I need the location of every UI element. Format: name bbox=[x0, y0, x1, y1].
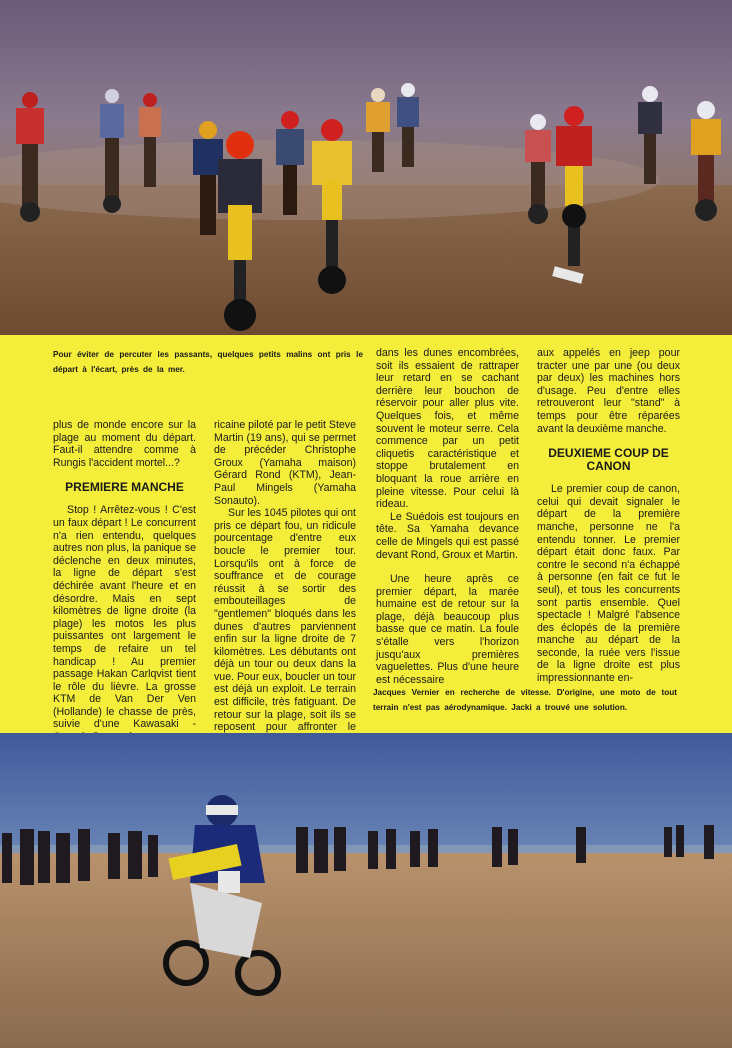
column-4-top: aux appelés en jeep pour tracter une par une (ou deux par deux) les machines hors d'usage. Peu d'entre elles retrouveront leur "stand" à temps pour être réparées avant la deuxième manche. bbox=[537, 347, 680, 435]
column-2-body: Sur les 1045 pilotes qui ont pris ce départ fou, un ridicule pourcentage d'entre eux boucle le premier tour. Lorsqu'ils ont à force de souffrance et de courage réussit à se sortir des embouteillages de "gentlemen" bloqués dans les dunes d'autres parviennent enfin sur la ligne droite de 7 kilomètres. Les débutants ont déjà un tour ou deux dans la vue. Pour eux, boucler un tour est déjà un exploit. Le terrain est difficile, très fatiguant. De retour sur la plage, soit ils se reposent pour affronter le bbox=[214, 507, 356, 734]
column-1-body: Stop ! Arrêtez-vous ! C'est un faux départ ! Le concurrent n'a rien entendu, quelques autres non plus, la panique se déclenche en deux minutes, la ligne de départ s'est déchirée avant l'heure et en désordre. Mais en sept kilomètres de ligne droite (la plage) les motos les plus puissantes ont largement le temps de refaire un tel handicap ! Au premier passage Hakan Carlqvist tient le rôle du lièvre. La grosse KTM de Van Der Ven (Hollande) le chasse de près, suivie d'une Kawasaki - bbox=[53, 504, 196, 731]
column-4-body: Le premier coup de canon, celui qui devait signaler le départ de la première manche, personne ne l'a entendu tonner. Le premier départ était donc faux. Par contre le second n'a échappé à personne (en fait ce fut le seul), et tous les concurrents sont partis ensemble. Quel spectacle ! Malgré l'absence des éclopés de la première manche au départ de la seconde, la ruée vers l'issue de la ligne droite est plus impressionnante en- bbox=[537, 483, 680, 685]
beach-rider-illustration bbox=[0, 733, 732, 1048]
column-1-intro: plus de monde encore sur la plage au moment du départ. Faut-il attendre comme à Rungis l'accident mortel...? bbox=[53, 419, 196, 469]
article-column-1 bbox=[53, 419, 196, 744]
column-3-bottom: Une heure après ce premier départ, la marée humaine est de retour sur la plage, déjà beaucoup plus basse que ce matin. La foule s'étalle vers l'horizon jusqu'aux premières vaguelettes. Plus d'une heure est nécessaire bbox=[376, 573, 519, 686]
column-3-middle: Le Suédois est toujours en tête. Sa Yamaha devance celle de Mingels qui est passé devant Rond, Groux et Martin. bbox=[376, 510, 519, 561]
heading-premiere-manche: PREMIERE MANCHE bbox=[65, 480, 184, 495]
motocross-riders-illustration bbox=[0, 0, 732, 335]
photo-caption-top: Pour éviter de percuter les passants, quelques petits malins ont pris le départ à l'écart, près de la mer. bbox=[53, 350, 363, 374]
article-column-3 bbox=[376, 347, 519, 686]
article-column-4 bbox=[537, 347, 680, 685]
heading-deuxieme-coup-de-canon: DEUXIEME COUP DE CANON bbox=[548, 446, 669, 474]
photo-motocross-start bbox=[0, 0, 732, 335]
photo-caption-bottom: Jacques Vernier en recherche de vitesse. D'origine, une moto de tout terrain n'est pas aérodynamique. Jacki a trouvé une solution. bbox=[373, 688, 677, 712]
photo-rider-on-beach bbox=[0, 733, 732, 1048]
column-3-top: dans les dunes encombrées, soit ils essaient de rattraper leur retard en se cachant derrière leur bouchon de réservoir pour aller plus vite. Quelques fois, et même souvent le moteur serre. Cela commence par un petit cliquetis caractéristique et stoppe brutalement en bloquant la roue arrière en pleine vitesse. Pour celui là rideau. bbox=[376, 347, 519, 511]
column-2-top: ricaine piloté par le petit Steve Martin (19 ans), qui se permet de précéder Christophe Groux (Yamaha maison) Gérard Rond (KTM), Jean-Paul Mingels (Yamaha Sonauto). bbox=[214, 419, 356, 507]
article-column-2 bbox=[214, 419, 356, 746]
